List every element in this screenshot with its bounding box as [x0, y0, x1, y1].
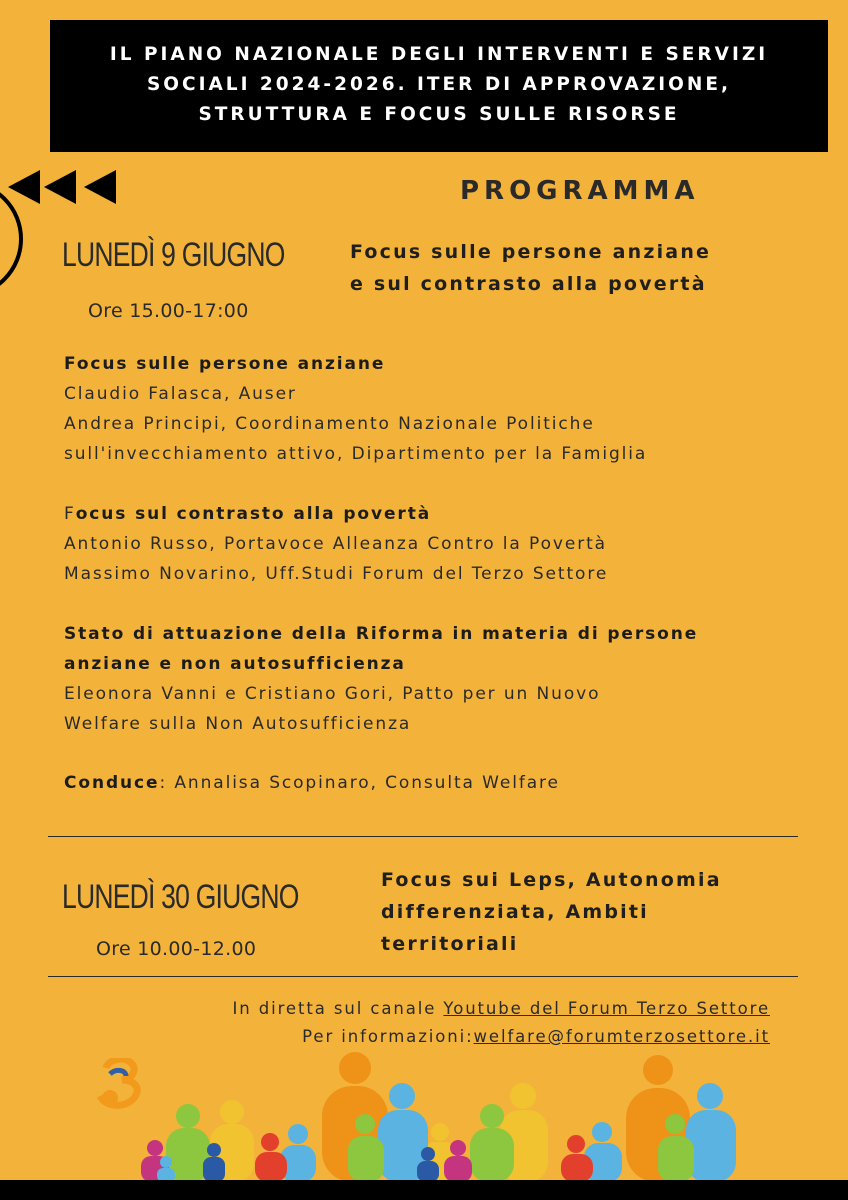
day1-moderator — [64, 768, 824, 798]
day1-title: LUNEDÌ 9 GIUGNO — [62, 236, 285, 274]
day2-focus-title — [381, 864, 722, 960]
section-heading-line-2: anziane e non autosufficienza — [64, 654, 406, 674]
programma-heading: PROGRAMMA — [460, 176, 700, 206]
moderator-text: : Annalisa Scopinaro, Consulta Welfare — [159, 773, 560, 793]
speaker-line: Andrea Principi, Coordinamento Nazionale Politiche — [64, 414, 595, 434]
section-heading — [64, 499, 824, 529]
footer-info — [100, 995, 770, 1051]
day2-focus-line-1: Focus sui Leps, Autonomia — [381, 869, 722, 891]
info-line — [100, 1023, 770, 1051]
live-prefix: In diretta sul canale — [232, 999, 444, 1018]
moderator-label: Conduce — [64, 773, 160, 793]
day1-time: Ore 15.00-17:00 — [88, 300, 249, 322]
youtube-link[interactable]: Youtube del Forum Terzo Settore — [443, 999, 770, 1018]
title-banner — [50, 20, 828, 152]
day1-focus-line-2: e sul contrasto alla povertà — [350, 273, 707, 295]
moderator-line — [64, 768, 824, 798]
section-heading-rest: ocus sul contrasto alla povertà — [75, 504, 432, 524]
live-line — [100, 995, 770, 1023]
title-line-3: STRUTTURA E FOCUS SULLE RISORSE — [198, 104, 680, 125]
speaker-line: Antonio Russo, Portavoce Alleanza Contro la Povertà — [64, 534, 607, 554]
section-heading-initial: F — [64, 504, 76, 524]
day1-section-elderly — [64, 349, 824, 469]
day1-section-poverty — [64, 499, 824, 589]
title-line-1: IL PIANO NAZIONALE DEGLI INTERVENTI E SERVIZI — [109, 44, 769, 65]
speaker-line: Claudio Falasca, Auser — [64, 384, 297, 404]
day2-time: Ore 10.00-12.00 — [96, 938, 257, 960]
info-prefix: Per informazioni: — [302, 1027, 474, 1046]
email-link[interactable]: welfare@forumterzosettore.it — [473, 1027, 770, 1046]
speaker-line: Massimo Novarino, Uff.Studi Forum del Terzo Settore — [64, 564, 609, 584]
bottom-bar — [0, 1180, 848, 1200]
day2-title: LUNEDÌ 30 GIUGNO — [62, 878, 299, 916]
speaker-line: sull'invecchiamento attivo, Dipartimento per la Famiglia — [64, 444, 648, 464]
section-heading: Focus sulle persone anziane — [64, 354, 386, 374]
day1-focus-title — [350, 236, 711, 300]
title-line-2: SOCIALI 2024-2026. ITER DI APPROVAZIONE, — [146, 74, 732, 95]
speaker-line: Eleonora Vanni e Cristiano Gori, Patto per un Nuovo — [64, 684, 601, 704]
day1-section-reform — [64, 619, 824, 739]
day1-focus-line-1: Focus sulle persone anziane — [350, 241, 712, 263]
section-heading-line-1: Stato di attuazione della Riforma in materia di persone — [64, 624, 699, 644]
speaker-line: Welfare sulla Non Autosufficienza — [64, 714, 412, 734]
divider — [48, 836, 798, 837]
rewind-arrows-icon — [0, 164, 130, 210]
people-illustration — [0, 1050, 848, 1182]
divider — [48, 976, 798, 977]
day2-focus-line-3: territoriali — [381, 933, 519, 955]
day2-focus-line-2: differenziata, Ambiti — [381, 901, 649, 923]
